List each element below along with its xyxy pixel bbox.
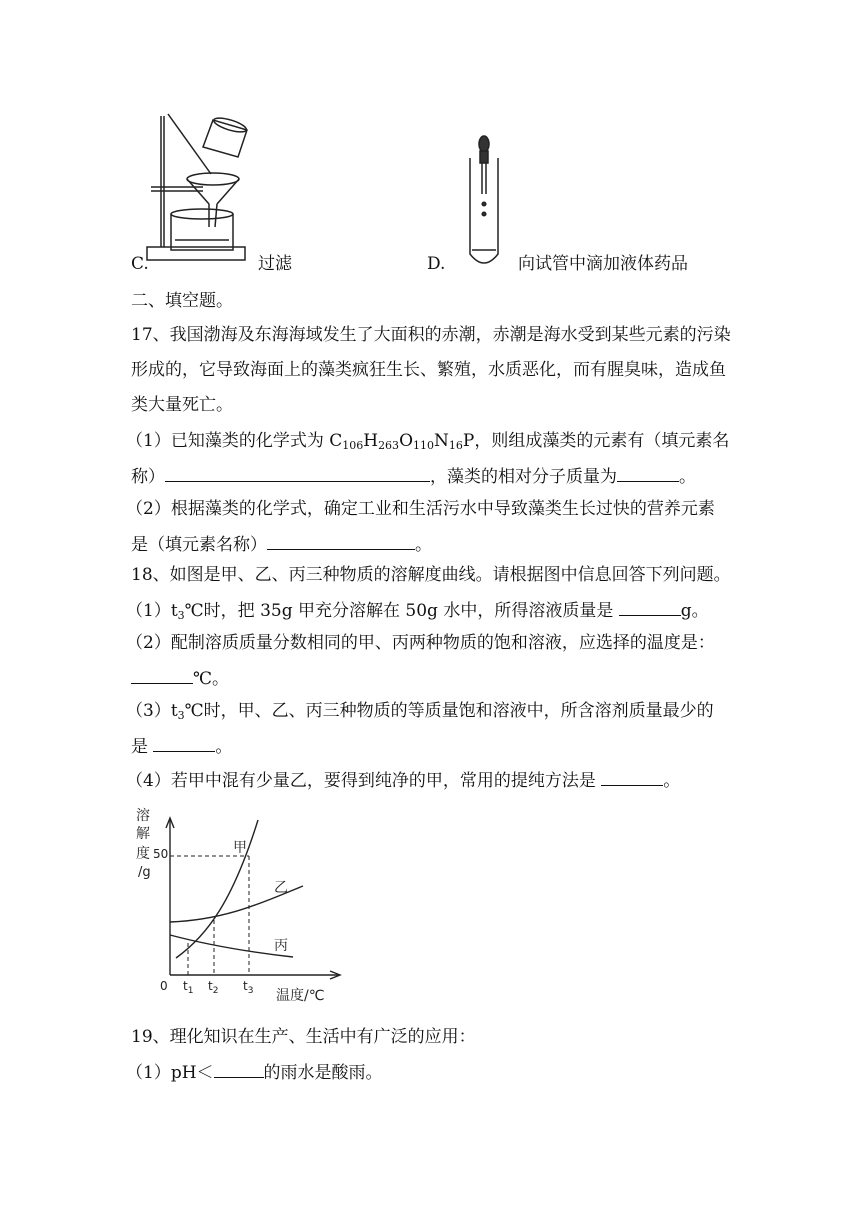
q17-part2-text: 是（填元素名称）	[131, 535, 267, 555]
q17-part2-line-1: （2）根据藻类的化学式，确定工业和生活污水中导致藻类生长过快的营养元素	[126, 499, 715, 519]
option-d-letter: D.	[427, 254, 446, 274]
q17-stem-line-2: 形成的，它导致海面上的藻类疯狂生长、繁殖，水质恶化，而有腥臭味，造成鱼	[131, 360, 726, 380]
option-c-caption: 过滤	[258, 254, 292, 274]
subscript-3: 3	[177, 709, 185, 722]
q18-part3-line-2: 是 。	[131, 733, 232, 759]
q18-part2-line-1: （2）配制溶质质量分数相同的甲、丙两种物质的饱和溶液，应选择的温度是：	[126, 633, 715, 653]
q19-part1: （1）pH＜ 的雨水是酸雨。	[126, 1059, 383, 1085]
y-label-char-1: 溶	[136, 808, 150, 824]
subscript-3: 3	[177, 609, 185, 622]
q17-part1-text-b: ，则组成藻类的元素有（填元素名	[474, 431, 730, 451]
q17-part1-text: （1）已知藻类的化学式为 C	[126, 431, 343, 451]
q18-part4: （4）若甲中混有少量乙，要得到纯净的甲，常用的提纯方法是 。	[126, 767, 680, 793]
y-label-char-3: 度	[136, 846, 150, 862]
filtration-apparatus-figure	[143, 112, 248, 272]
q17-part2-line-2: 是（填元素名称） 。	[131, 531, 432, 557]
answer-blank[interactable]	[131, 665, 193, 684]
q17-part1-line-1: （1）已知藻类的化学式为 $C_{106}H_{263}O_{110}N_{16}P$，则组成藻类的元素有（填元素名	[126, 431, 730, 452]
q17-part1-line-2: 称） ，藻类的相对分子质量为 。	[131, 463, 696, 489]
answer-blank[interactable]	[153, 733, 215, 752]
x-tick-t2: $t_2$	[208, 979, 219, 996]
subscript-h: 263	[378, 439, 400, 452]
q18-part1: $(1)t_3℃$时，把 35g 甲充分溶解在 50g 水中，所得溶液质量是 g。	[126, 597, 709, 623]
solubility-curve-chart	[128, 800, 348, 1010]
series-label-jia: 甲	[233, 840, 247, 856]
subscript-n: 16	[448, 439, 463, 452]
q19-stem: 19、理化知识在生产、生活中有广泛的应用：	[131, 1027, 476, 1047]
answer-blank[interactable]	[267, 531, 415, 550]
q17-stem-line-3: 类大量死亡。	[131, 395, 233, 415]
q18-part3-line-1: $(3)t_3℃$时，甲、乙、丙三种物质的等质量饱和溶液中，所含溶剂质量最少的	[126, 701, 714, 722]
answer-blank[interactable]	[214, 1059, 264, 1078]
q17-part1-text-c: 称）	[131, 467, 165, 487]
subscript-o: 110	[413, 439, 434, 452]
origin-label: 0	[160, 979, 168, 993]
x-tick-t3: $t_3$	[243, 979, 254, 996]
section-heading: 二、填空题。	[131, 291, 233, 311]
y-tick-50: 50	[153, 847, 169, 861]
q18-part2-line-2: ℃。	[131, 665, 229, 691]
option-c-letter: C.	[131, 254, 149, 274]
series-label-yi: 乙	[274, 880, 288, 896]
y-unit: /g	[138, 865, 151, 880]
answer-blank[interactable]	[619, 597, 681, 616]
q17-part1-text-d: ，藻类的相对分子质量为	[430, 467, 617, 487]
subscript-c: 106	[342, 439, 364, 452]
x-axis-label: 温度/℃	[276, 988, 325, 1004]
answer-blank[interactable]	[617, 463, 679, 482]
q17-stem-line-1: 17、我国渤海及东海海域发生了大面积的赤潮，赤潮是海水受到某些元素的污染	[131, 325, 731, 345]
y-label-char-2: 解	[136, 826, 150, 842]
answer-blank[interactable]	[601, 767, 663, 786]
q18-stem: 18、如图是甲、乙、丙三种物质的溶解度曲线。请根据图中信息回答下列问题。	[131, 565, 731, 585]
x-tick-t1: $t_1$	[183, 979, 194, 996]
dropper-test-tube-figure	[464, 134, 504, 274]
answer-blank[interactable]	[165, 463, 430, 482]
option-d-caption: 向试管中滴加液体药品	[518, 254, 688, 274]
series-label-bing: 丙	[274, 938, 288, 954]
